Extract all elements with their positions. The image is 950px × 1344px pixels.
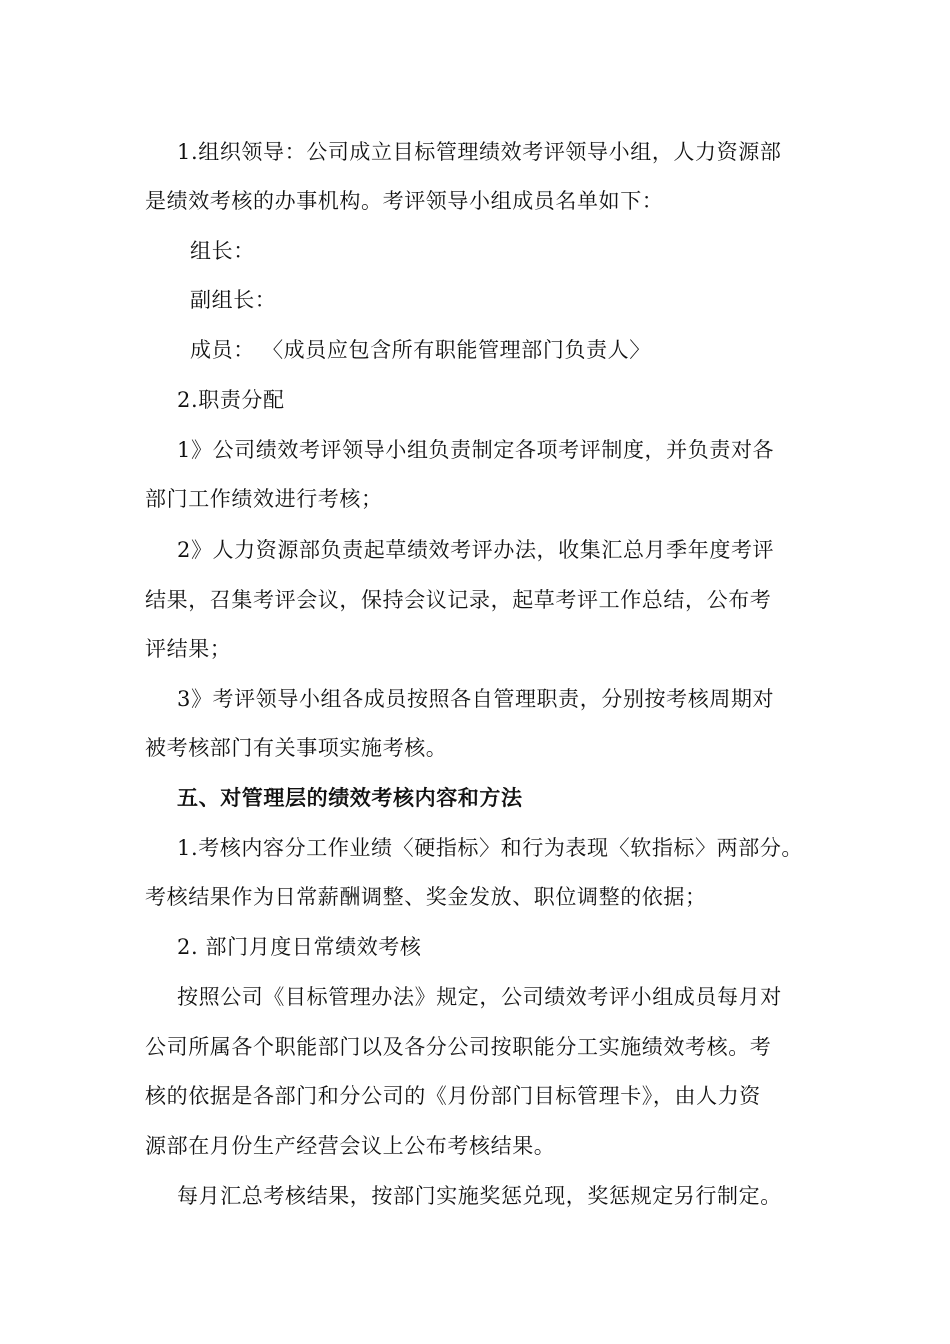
paragraph-line: 每月汇总考核结果，按部门实施奖惩兑现，奖惩规定另行制定。 [177,1184,782,1208]
section-heading: 2. 部门月度日常绩效考核 [177,935,422,959]
paragraph-line: 是绩效考核的办事机构。考评领导小组成员名单如下： [145,189,664,213]
paragraph-line: 组长： [190,239,255,263]
section-heading: 2.职责分配 [177,388,285,412]
paragraph-line: 1.考核内容分工作业绩〈硬指标〉和行为表现〈软指标〉两部分。 [177,836,804,860]
paragraph-line: 部门工作绩效进行考核； [145,487,383,511]
paragraph-line: 副组长： [190,288,277,312]
paragraph-line: 核的依据是各部门和分公司的《月份部门目标管理卡》，由人力资 [145,1084,761,1108]
paragraph-line: 公司所属各个职能部门以及各分公司按职能分工实施绩效考核。考 [145,1035,772,1059]
paragraph-line: 2》人力资源部负责起草绩效考评办法，收集汇总月季年度考评 [177,538,775,562]
paragraph-line: 源部在月份生产经营会议上公布考核结果。 [145,1134,556,1158]
paragraph-line: 按照公司《目标管理办法》规定，公司绩效考评小组成员每月对 [177,985,782,1009]
paragraph-line: 结果，召集考评会议，保持会议记录，起草考评工作总结，公布考 [145,588,772,612]
paragraph-line: 评结果； [145,637,232,661]
paragraph-line: 考核结果作为日常薪酬调整、奖金发放、职位调整的依据； [145,885,707,909]
paragraph-line: 1.组织领导：公司成立目标管理绩效考评领导小组，人力资源部 [177,140,782,164]
paragraph-line: 1》公司绩效考评领导小组负责制定各项考评制度，并负责对各 [177,438,775,462]
paragraph-line: 成员： 〈成员应包含所有职能管理部门负责人〉 [190,338,651,362]
paragraph-line: 被考核部门有关事项实施考核。 [145,736,448,760]
paragraph-line: 3》考评领导小组各成员按照各自管理职责，分别按考核周期对 [177,687,775,711]
section-heading-bold: 五、对管理层的绩效考核内容和方法 [177,786,523,810]
